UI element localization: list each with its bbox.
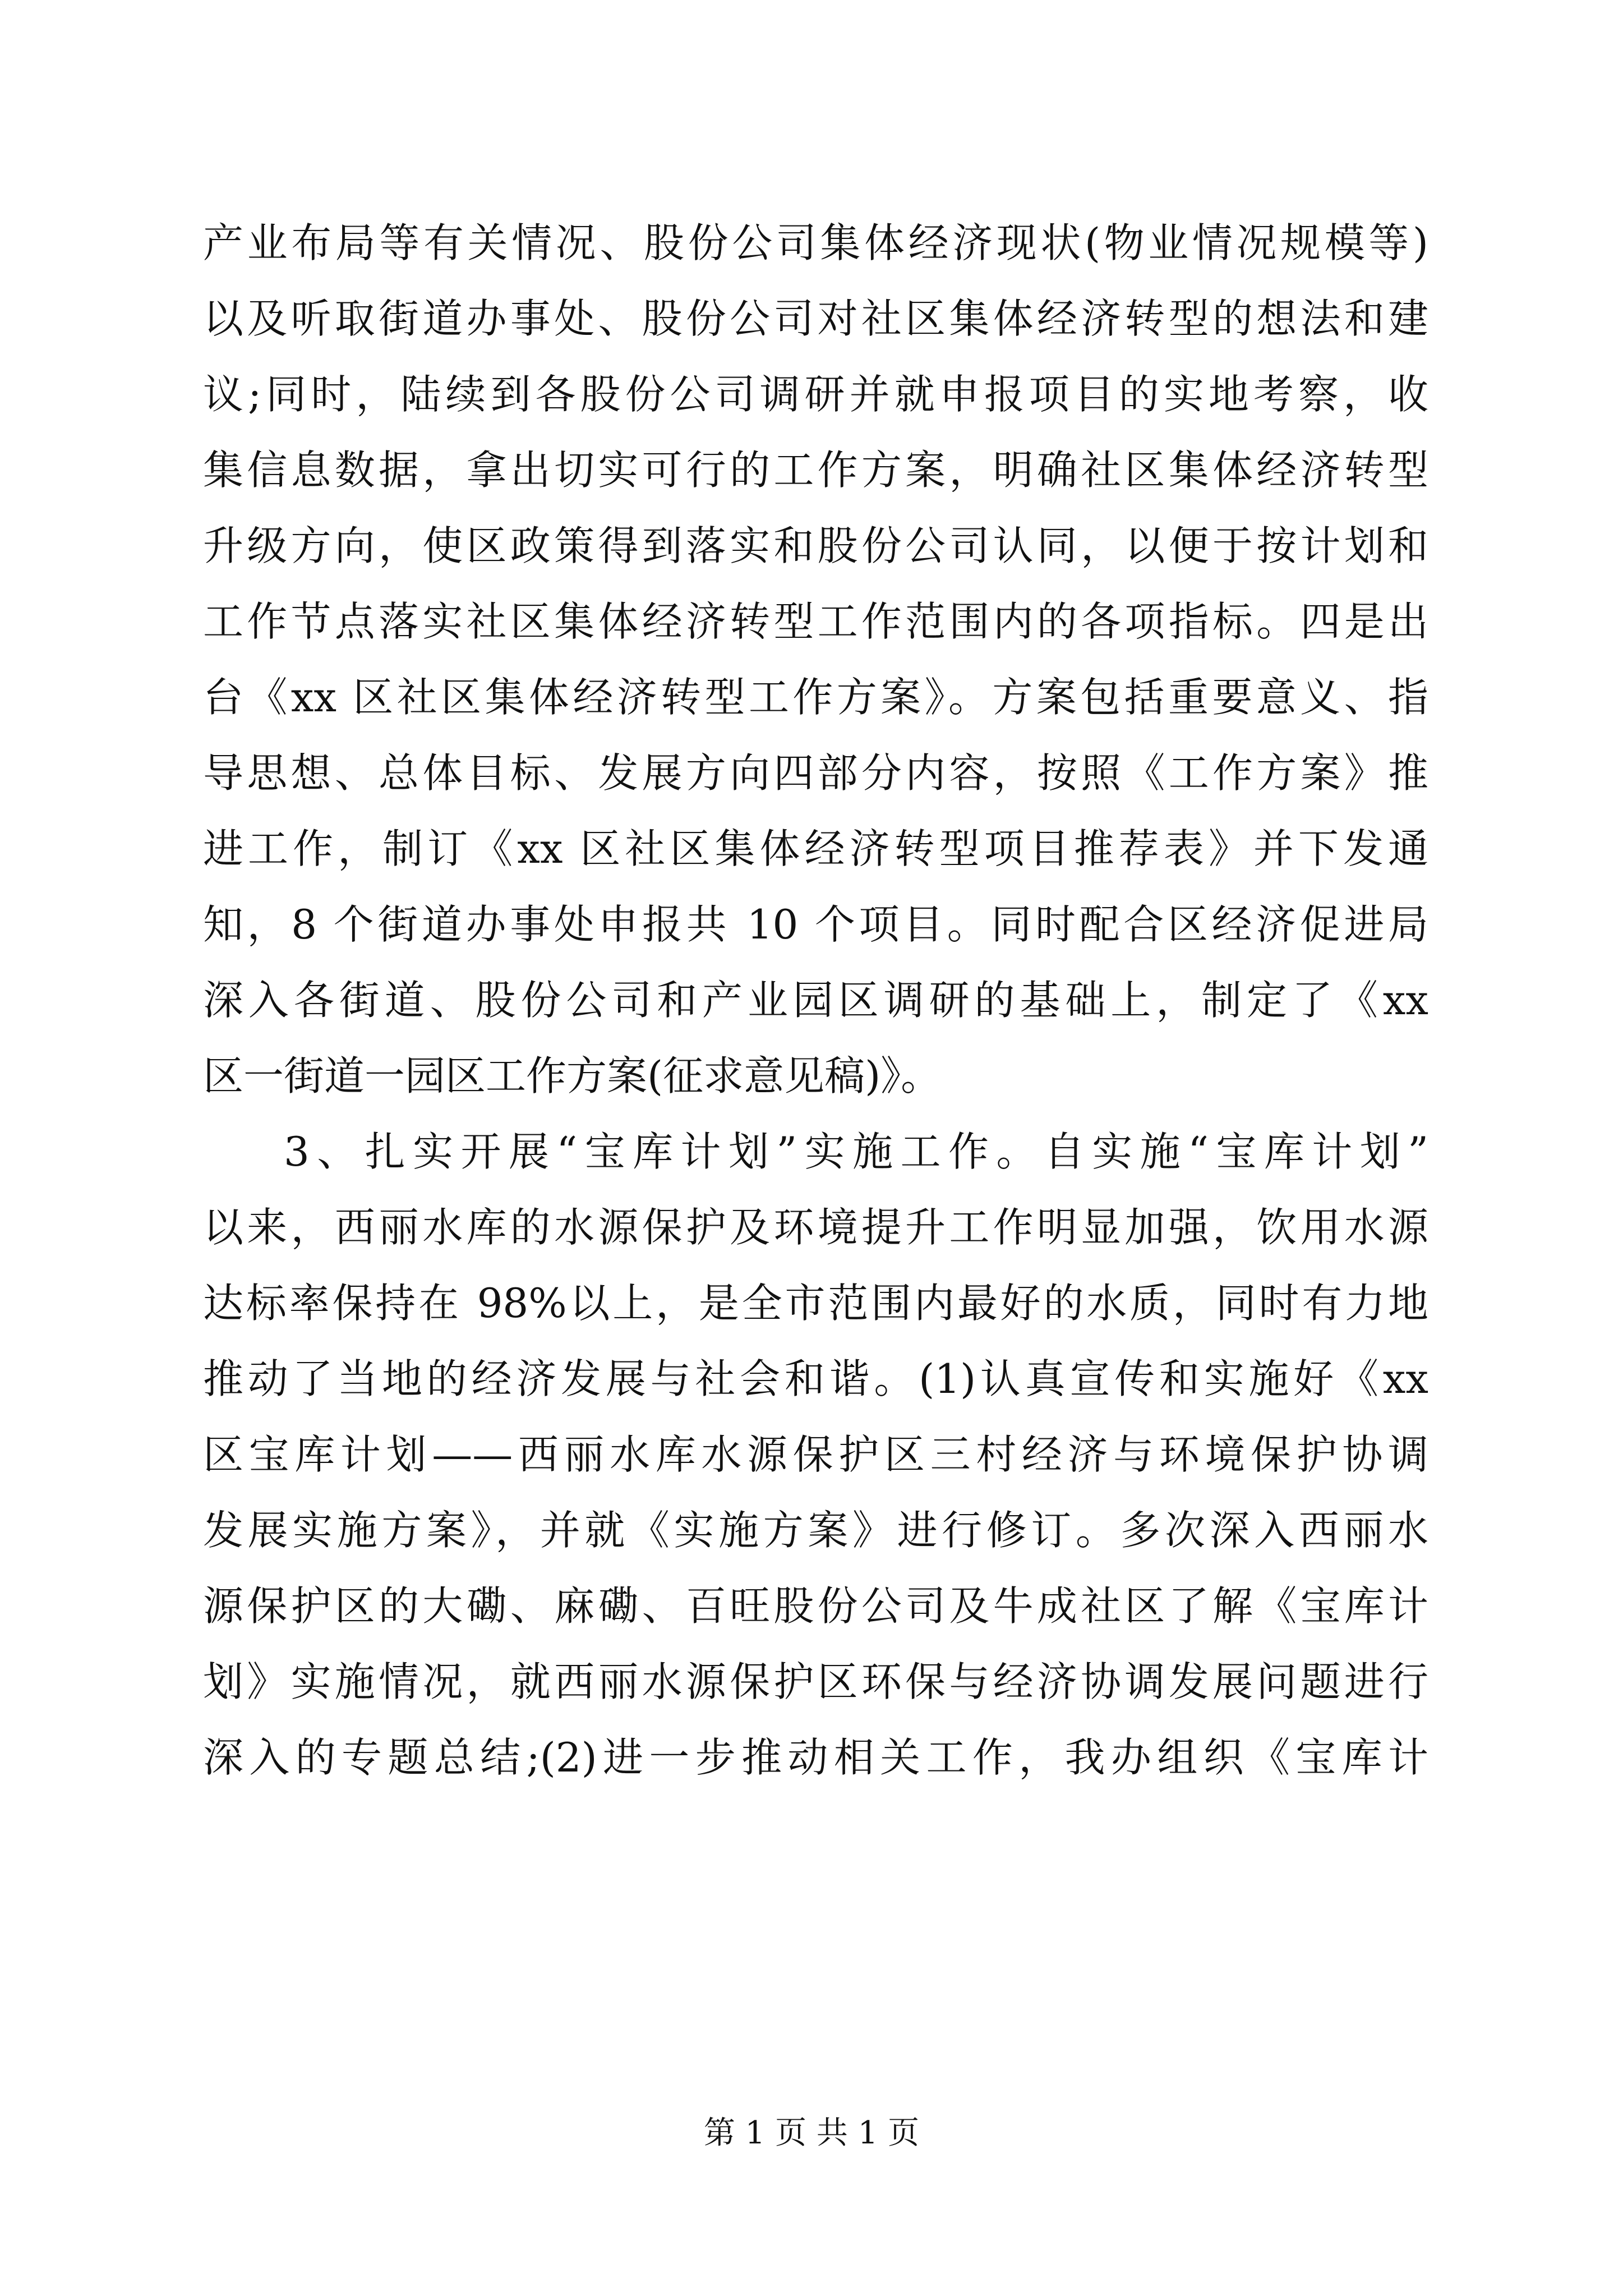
text-line: 升级方向，使区政策得到落实和股份公司认同，以便于按计划和: [203, 522, 1428, 569]
page-footer: 第 1 页 共 1 页: [703, 2115, 920, 2151]
text-line: 划》实施情况，就西丽水源保护区环保与经济协调发展问题进行: [203, 1658, 1428, 1705]
text-line: 产业布局等有关情况、股份公司集体经济现状(物业情况规模等): [203, 219, 1428, 266]
text-line: 深入各街道、股份公司和产业园区调研的基础上，制定了《xx: [203, 977, 1428, 1024]
text-line: 进工作，制订《xx 区社区集体经济转型项目推荐表》并下发通: [203, 825, 1428, 872]
text-line: 知，8 个街道办事处申报共 10 个项目。同时配合区经济促进局: [203, 901, 1428, 948]
text-line: 深入的专题总结;(2)进一步推动相关工作，我办组织《宝库计: [203, 1734, 1428, 1781]
text-line: 议;同时，陆续到各股份公司调研并就申报项目的实地考察，收: [203, 371, 1428, 418]
text-line: 台《xx 区社区集体经济转型工作方案》。方案包括重要意义、指: [203, 674, 1428, 721]
text-line: 工作节点落实社区集体经济转型工作范围内的各项指标。四是出: [203, 598, 1428, 645]
text-line: 区一街道一园区工作方案(征求意见稿)》。: [203, 1052, 942, 1099]
body-text: [203, 205, 1428, 1796]
text-line: 达标率保持在 98%以上，是全市范围内最好的水质，同时有力地: [203, 1280, 1428, 1327]
text-line: 推动了当地的经济发展与社会和谐。(1)认真宣传和实施好《xx: [203, 1355, 1428, 1402]
text-line: 集信息数据，拿出切实可行的工作方案，明确社区集体经济转型: [203, 447, 1428, 494]
text-line: 区宝库计划——西丽水库水源保护区三村经济与环境保护协调: [203, 1431, 1428, 1478]
text-line: 发展实施方案》，并就《实施方案》进行修订。多次深入西丽水: [203, 1507, 1428, 1554]
text-line: 导思想、总体目标、发展方向四部分内容，按照《工作方案》推: [203, 749, 1428, 797]
text-line: 源保护区的大磡、麻磡、百旺股份公司及牛成社区了解《宝库计: [203, 1582, 1428, 1630]
text-line: 以及听取街道办事处、股份公司对社区集体经济转型的想法和建: [203, 295, 1428, 342]
text-line: 3、扎实开展“宝库计划”实施工作。自实施“宝库计划”: [284, 1128, 1428, 1175]
text-line: 以来，西丽水库的水源保护及环境提升工作明显加强，饮用水源: [203, 1204, 1428, 1251]
